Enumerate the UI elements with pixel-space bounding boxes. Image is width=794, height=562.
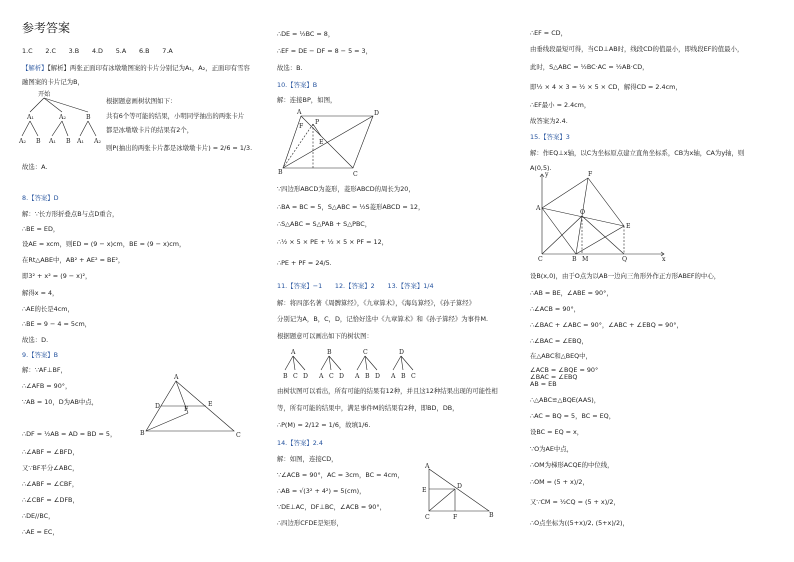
- svg-text:A: A: [536, 205, 541, 212]
- svg-text:y: y: [545, 171, 549, 178]
- q9-line: ∴∠ABF = ∠CBF，: [22, 480, 79, 488]
- q9-answer: 9.【答案】B: [22, 351, 59, 359]
- q8-line: ∴BE = 9 − 4 = 5cm，: [22, 320, 92, 328]
- svg-text:A₂: A₂: [94, 138, 101, 145]
- svg-text:C: C: [538, 256, 543, 263]
- q15-answer: 15.【答案】3: [530, 133, 570, 141]
- q15-line: 又∵CM = ½CQ = (5 + x)/2，: [530, 498, 620, 506]
- q14-line: 即½ × 4 × 3 = ½ × 5 × CD，解得CD = 2.4cm，: [530, 83, 682, 91]
- q13-line: ∴P(M) = 2/12 = 1/6，故填1/6.: [277, 421, 371, 429]
- svg-text:E: E: [626, 223, 631, 230]
- svg-text:F: F: [588, 171, 593, 178]
- q8-line: ∴AE的长是4cm，: [22, 305, 74, 313]
- svg-text:B: B: [489, 512, 494, 519]
- q15-line: ∴O点坐标为((5+x)/2, (5+x)/2)，: [530, 519, 629, 527]
- q9-line: ∴∠ABF = ∠BFD，: [22, 448, 79, 456]
- tree-diagram-1: [19, 88, 112, 150]
- svg-text:B: B: [140, 430, 145, 437]
- q13-line: 等，所有可能的结果中，满足事件M的结果有2种，即BD，DB，: [277, 404, 459, 412]
- q14-line: 由垂线段最短可得，当CD⊥AB时，线段CD的值最小，即线段EF的值最小，: [530, 45, 744, 53]
- q11-13-answers: 11.【答案】−1 12.【答案】2 13.【答案】1/4: [277, 282, 434, 290]
- q10-line: ∴½ × 5 × PE + ½ × 5 × PF = 12，: [277, 238, 389, 246]
- q9-line: ∴∠CBF = ∠DFB，: [22, 496, 79, 504]
- svg-text:O: O: [580, 209, 586, 216]
- q10-line: 解：连接BP，如图，: [277, 96, 337, 104]
- tree-root: 开始: [38, 91, 51, 98]
- q15-line: ∴AC = BQ = 5，BC = EQ，: [530, 412, 616, 420]
- q9-line: 又∵BF平分∠ABC，: [22, 464, 79, 472]
- q9-line: 解：∵AF⊥BF，: [22, 366, 67, 374]
- q13-line: 分别记为A，B，C，D，记恰好选中《九章算术》和《孙子算经》为事件M.: [277, 315, 489, 323]
- svg-text:A: A: [355, 373, 360, 380]
- tree-diagram-2: [283, 346, 433, 382]
- svg-text:F: F: [453, 514, 458, 521]
- q13-line: 解：将四部名著《周髀算经》，《九章算术》，《海岛算经》，《孙子算经》: [277, 299, 476, 307]
- q7-solution-line: 融图案的卡片记为B，: [22, 78, 84, 86]
- svg-text:D: D: [399, 349, 404, 356]
- conclusion: 故选：A.: [22, 163, 48, 171]
- q14-answer: 14.【答案】2.4: [277, 439, 323, 447]
- q10-line: ∴S△ABC = S△PAB + S△PBC，: [277, 220, 372, 228]
- svg-text:A: A: [291, 349, 296, 356]
- q14-line: ∵DE⊥AC，DF⊥BC，∠ACB = 90°，: [277, 503, 386, 511]
- q13-line: 由树状图可以看出，所有可能的结果有12种，并且这12种结果出现的可能性相: [277, 387, 498, 395]
- svg-text:A₁: A₁: [77, 138, 84, 145]
- q10-line: ∴BA = BC = 5，S△ABC = ½S菱形ABCD = 12，: [277, 203, 425, 211]
- q14-line: ∴EF = CD，: [530, 29, 567, 37]
- q15-line: ∴∠BAC = ∠EBQ，: [530, 337, 588, 345]
- svg-text:C: C: [236, 432, 241, 439]
- q15-line: A(0,5).: [530, 164, 552, 172]
- svg-text:A₁: A₁: [27, 114, 34, 121]
- svg-text:x: x: [662, 256, 666, 263]
- svg-text:A₂: A₂: [19, 138, 26, 145]
- svg-text:D: D: [374, 110, 379, 117]
- svg-text:D: D: [375, 373, 380, 380]
- q10-answer: 10.【答案】B: [277, 81, 318, 89]
- figure-q9: [140, 373, 260, 443]
- q7-solution-line: 【解析】【解析】两张正面印有冰墩墩图案的卡片分别记为A₁，A₂，正面印有雪容: [22, 64, 250, 72]
- svg-text:B: B: [66, 138, 71, 145]
- conclusion: 故答案为2.4.: [530, 117, 568, 125]
- q8-line: 即3² + x² = (9 − x)²，: [22, 272, 92, 280]
- q15-line: 设B(x,0)，由于O点为以AB一边向三角形外作正方形ABEF的中心，: [530, 272, 721, 280]
- q14-line: ∴AB = √(3² + 4²) = 5(cm)，: [277, 487, 366, 495]
- q15-line: 解：作EQ⊥x轴，以C为坐标原点建立直角坐标系，CB为x轴，CA为y轴，则: [530, 149, 745, 157]
- q14-line: 解：如图，连接CD，: [277, 455, 338, 463]
- q15-line: ∴OM为梯形ACQE的中位线，: [530, 461, 614, 469]
- tree-text: 根据题意画树状图如下：: [106, 97, 177, 105]
- svg-text:C: C: [329, 373, 334, 380]
- svg-text:C: C: [363, 349, 368, 356]
- svg-text:A: A: [174, 374, 179, 381]
- svg-text:D: D: [303, 373, 308, 380]
- svg-text:D: D: [339, 373, 344, 380]
- figure-q14: [423, 463, 503, 523]
- q15-line: ∴OM = (5 + x)/2，: [530, 478, 589, 486]
- q9-line: ∴DE//BC，: [22, 512, 55, 520]
- q8-line: 解得x = 4，: [22, 289, 59, 297]
- q15-line: 设BC = EQ = x，: [530, 428, 584, 436]
- q15-line: ∴AB = BE，∠ABE = 90°，: [530, 289, 613, 297]
- svg-text:C: C: [293, 373, 298, 380]
- svg-text:B: B: [86, 114, 91, 121]
- svg-text:C: C: [411, 373, 416, 380]
- svg-text:D: D: [457, 483, 462, 490]
- q8-line: 在Rt△ABE中，AB² + AE² = BE²，: [22, 256, 125, 264]
- svg-text:E: E: [208, 401, 213, 408]
- q15-line: ∠ACB = ∠BQE = 90°: [530, 366, 599, 374]
- q15-line: ∵O为AE中点，: [530, 445, 574, 453]
- tree-text: 则P(抽出的两张卡片都是冰墩墩卡片) = 2/6 = 1/3.: [106, 144, 253, 152]
- svg-text:A₂: A₂: [59, 114, 66, 121]
- q9-line: ∴EF = DE − DF = 8 − 5 = 3，: [277, 47, 373, 55]
- q9-line: ∴∠AFB = 90°，: [22, 382, 72, 390]
- svg-text:M: M: [582, 256, 589, 263]
- svg-text:E: E: [319, 139, 324, 146]
- svg-text:Q: Q: [622, 256, 628, 263]
- q8-line: 故选：D.: [22, 336, 49, 344]
- figure-q10: [278, 106, 383, 178]
- q15-line: 在△ABC和△BEQ中，: [530, 352, 592, 360]
- svg-text:B: B: [401, 373, 406, 380]
- page-title: 参考答案: [22, 21, 71, 35]
- q14-line: ∵∠ACB = 90°，AC = 3cm，BC = 4cm，: [277, 471, 404, 479]
- q13-line: 根据题意可以画出如下的树状图：: [277, 332, 373, 340]
- q8-line: ∴BE = ED，: [22, 225, 60, 233]
- conclusion: 故选：B.: [277, 64, 303, 72]
- svg-text:B: B: [36, 138, 41, 145]
- svg-text:F: F: [184, 406, 189, 413]
- svg-text:E: E: [422, 487, 427, 494]
- svg-text:F: F: [299, 123, 304, 130]
- svg-text:A₁: A₁: [49, 138, 56, 145]
- svg-text:B: B: [278, 169, 283, 176]
- tree-text: 都是冰墩墩卡片的结果有2个，: [106, 126, 194, 134]
- svg-text:A: A: [425, 463, 430, 470]
- svg-text:B: B: [327, 349, 332, 356]
- q10-line: ∴PE + PF = 24/5.: [277, 259, 332, 267]
- q14-line: 此时，S△ABC = ½BC·AC = ½AB·CD，: [530, 63, 649, 71]
- q9-line: ∴DE = ½BC = 8，: [277, 30, 335, 38]
- q9-line: ∵AB = 10，D为AB中点，: [22, 398, 99, 406]
- figure-q15: [536, 170, 666, 262]
- q14-line: ∴EF最小 = 2.4cm，: [530, 101, 591, 109]
- q9-line: ∴DF = ½AB = AD = BD = 5，: [22, 430, 117, 438]
- q8-line: 解：∵长方形折叠点B与点D重合，: [22, 210, 119, 218]
- q15-line: ∠BAC = ∠EBQ: [530, 373, 578, 381]
- q8-line: 设AE = xcm，则ED = (9 − x)cm，BE = (9 − x)cm，: [22, 240, 186, 248]
- svg-text:A: A: [391, 373, 396, 380]
- svg-text:B: B: [365, 373, 370, 380]
- q8-answer: 8.【答案】D: [22, 194, 59, 202]
- svg-text:P: P: [315, 119, 320, 126]
- tree-text: 共有6个等可能的结果，小明同学抽出的两张卡片: [106, 112, 245, 120]
- svg-text:A: A: [297, 109, 302, 116]
- q9-line: ∴AE = EC，: [22, 528, 59, 536]
- q15-line: ∴∠BAC + ∠ABC = 90°，∠ABC + ∠EBQ = 90°，: [530, 321, 683, 329]
- q10-line: ∵四边形ABCD为菱形，菱形ABCD的周长为20，: [277, 185, 415, 193]
- svg-text:B: B: [283, 373, 288, 380]
- q15-line: ∴∠ACB = 90°，: [530, 305, 581, 313]
- svg-text:A: A: [319, 373, 324, 380]
- svg-text:C: C: [353, 171, 358, 178]
- answers-row: 1.C 2.C 3.B 4.D 5.A 6.B 7.A: [22, 47, 173, 55]
- svg-text:B: B: [572, 256, 577, 263]
- q14-line: ∴四边形CFDE是矩形，: [277, 519, 343, 527]
- q15-line: AB = EB: [530, 380, 557, 388]
- svg-text:C: C: [425, 514, 430, 521]
- q15-line: ∴△ABC≌△BQE(AAS)，: [530, 396, 601, 404]
- svg-text:D: D: [155, 403, 160, 410]
